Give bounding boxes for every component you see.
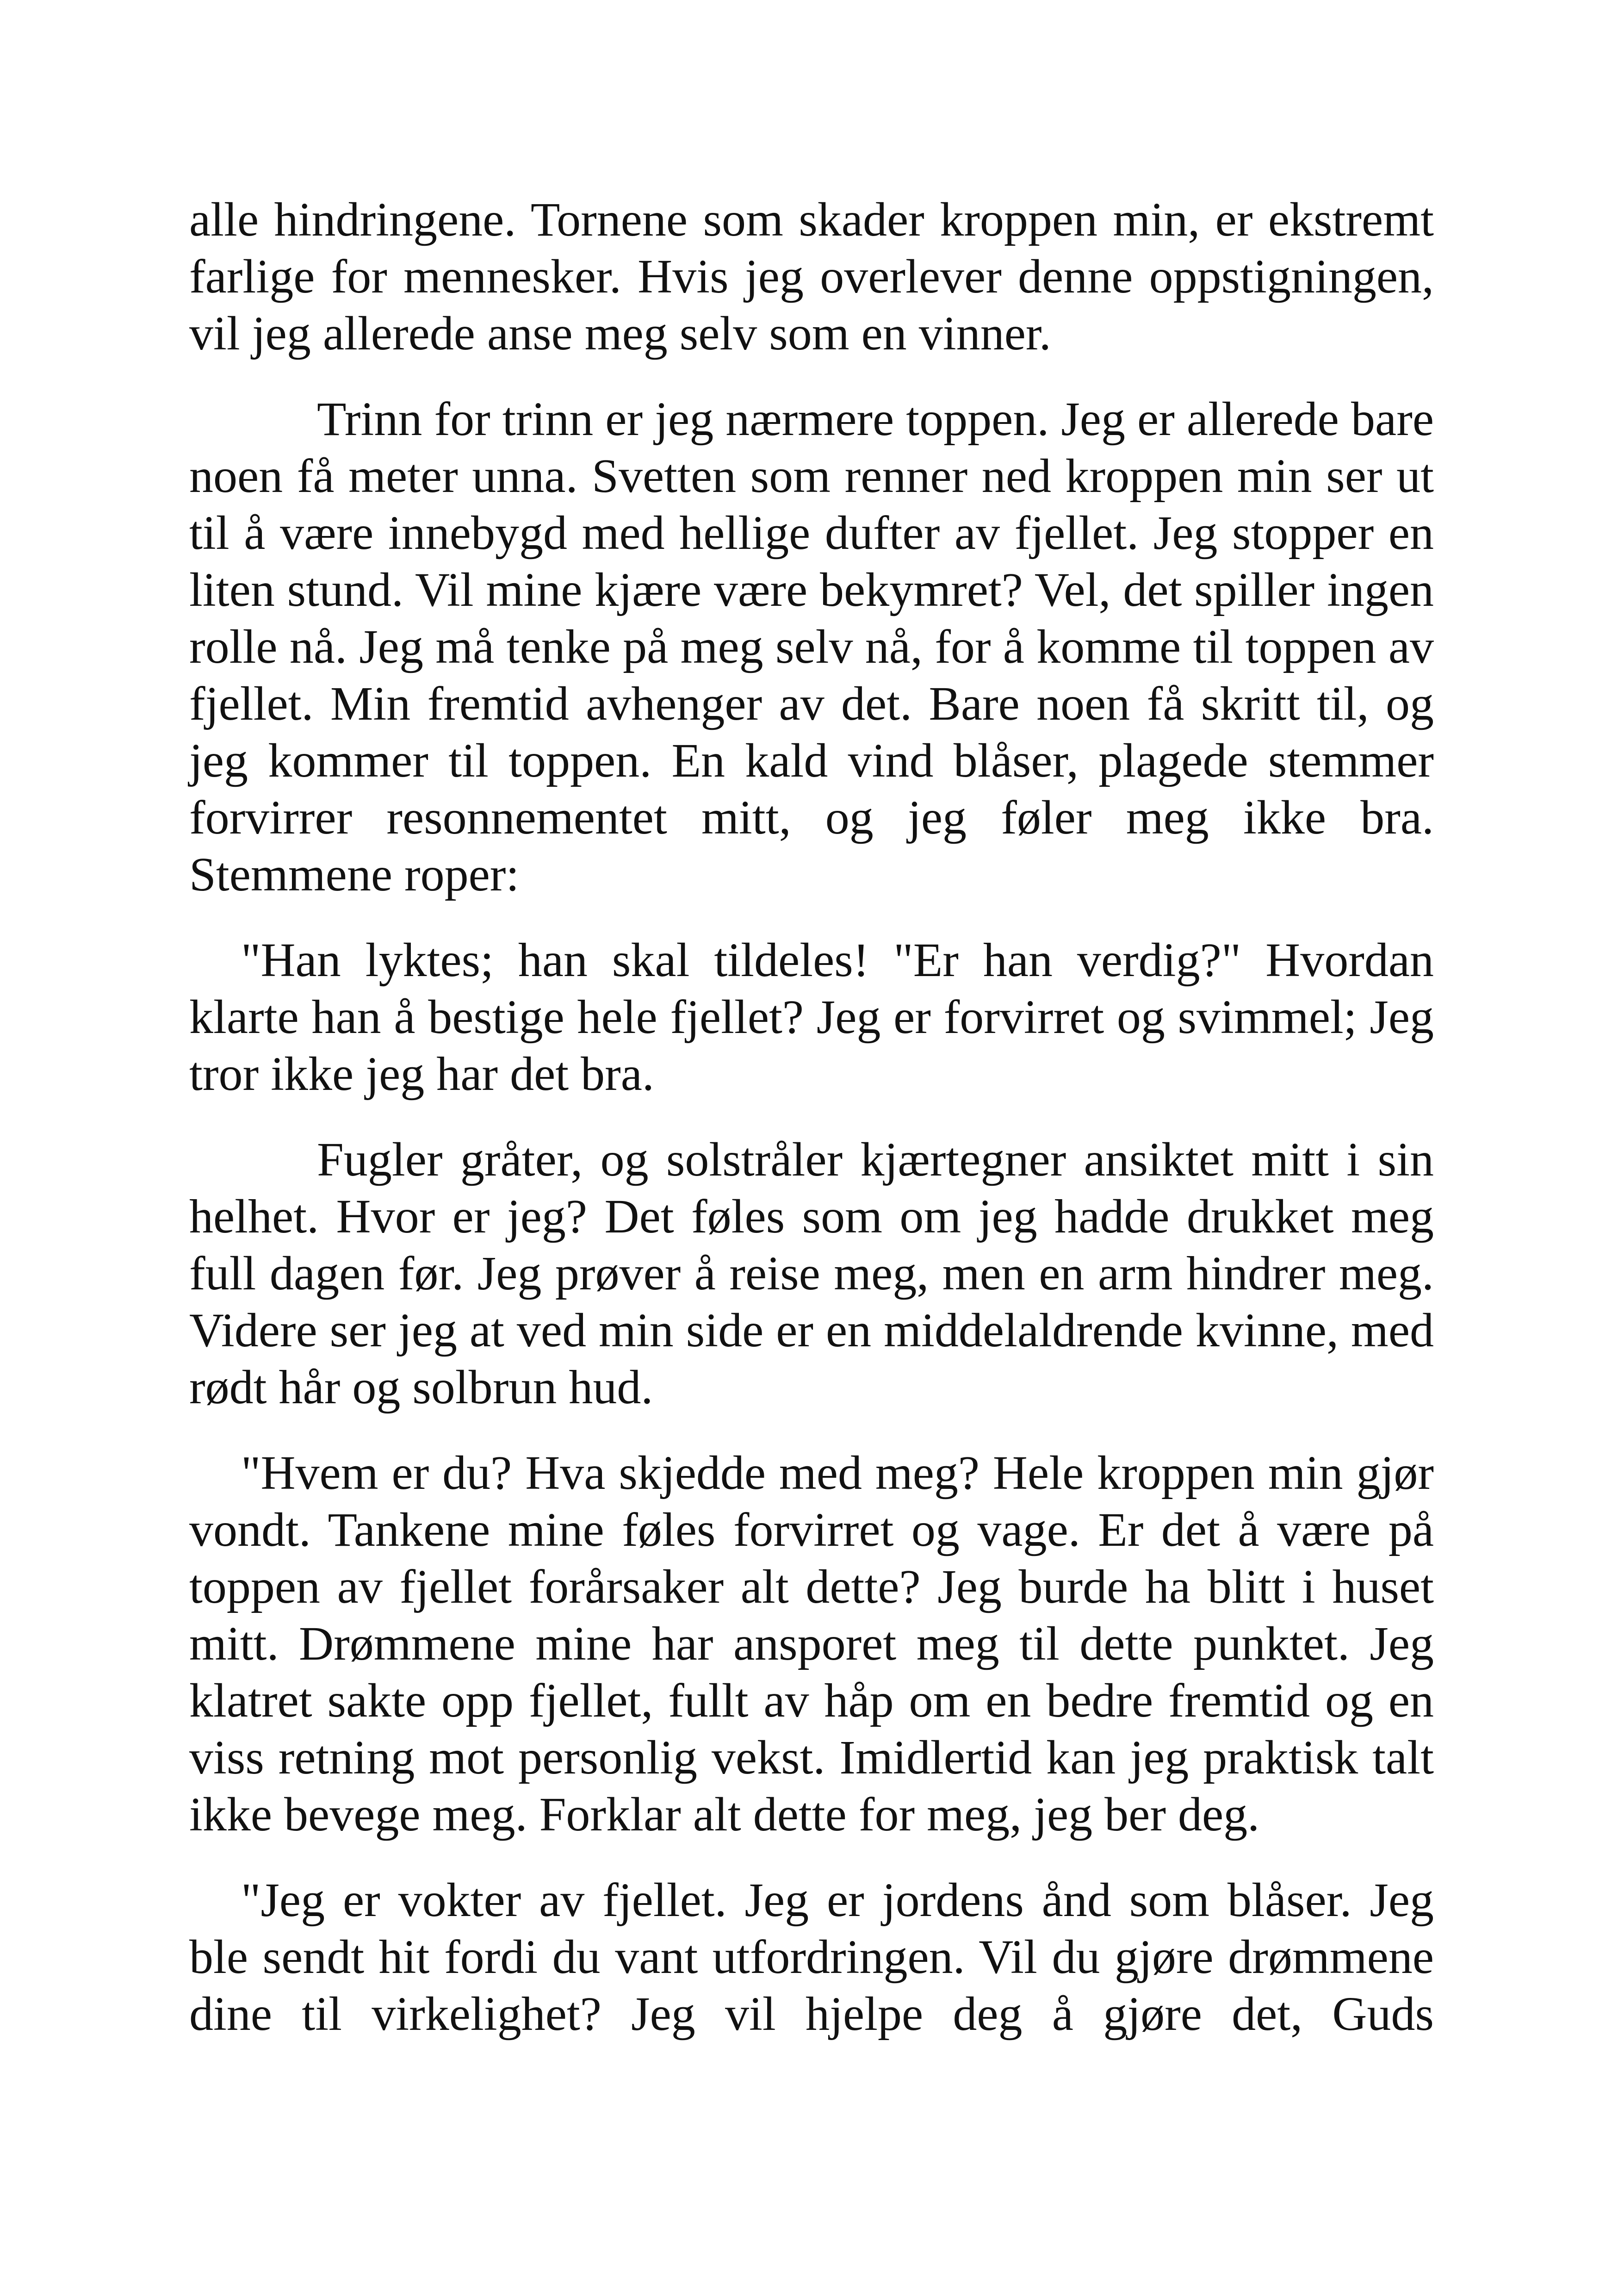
body-text	[189, 191, 1434, 2071]
paragraph-voices: "Han lyktes; han skal tildeles! "Er han verdig?" Hvordan klarte han å bestige hele fjellet? Jeg er forvirret og svimmel; Jeg tror ikke jeg har det bra.	[189, 933, 1434, 1101]
paragraph-continuation: alle hindringene. Tornene som skader kroppen min, er ekstremt farlige for mennesker. Hvis jeg overlever denne oppstigningen, vil jeg allerede anse meg selv som en vinner.	[189, 193, 1434, 360]
paragraph-climb: Trinn for trinn er jeg nærmere toppen. Jeg er allerede bare noen få meter unna. Svetten som renner ned kroppen min ser ut til å være innebygd med hellige dufter av fjellet. Jeg stopper en liten stund. Vil mine kjære være bekymret? Vel, det spiller ingen rolle nå. Jeg må tenke på meg selv nå, for å komme til toppen av fjellet. Min fremtid avhenger av det. Bare noen få skritt til, og jeg kommer til toppen. En kald vind blåser, plagede stemmer forvirrer resonnementet mitt, og jeg føler meg ikke bra. Stemmene roper:	[189, 392, 1434, 901]
paragraph-questions: "Hvem er du? Hva skjedde med meg? Hele kroppen min gjør vondt. Tankene mine føles forvirret og vage. Er det å være på toppen av fjellet forårsaker alt dette? Jeg burde ha blitt i huset mitt. Drømmene mine har ansporet meg til dette punktet. Jeg klatret sakte opp fjellet, fullt av håp om en bedre fremtid og en viss retning mot personlig vekst. Imidlertid kan jeg praktisk talt ikke bevege meg. Forklar alt dette for meg, jeg ber deg.	[189, 1446, 1434, 1841]
paragraph-guardian: "Jeg er vokter av fjellet. Jeg er jordens ånd som blåser. Jeg ble sendt hit fordi du vant utfordringen. Vil du gjøre drømmene dine til virkelighet? Jeg vil hjelpe deg å gjøre det, Guds	[189, 1873, 1434, 2041]
paragraph-awakening: Fugler gråter, og solstråler kjærtegner ansiktet mitt i sin helhet. Hvor er jeg? Det føles som om jeg hadde drukket meg full dagen før. Jeg prøver å reise meg, men en arm hindrer meg. Videre ser jeg at ved min side er en middelaldrende kvinne, med rødt hår og solbrun hud.	[189, 1133, 1434, 1414]
